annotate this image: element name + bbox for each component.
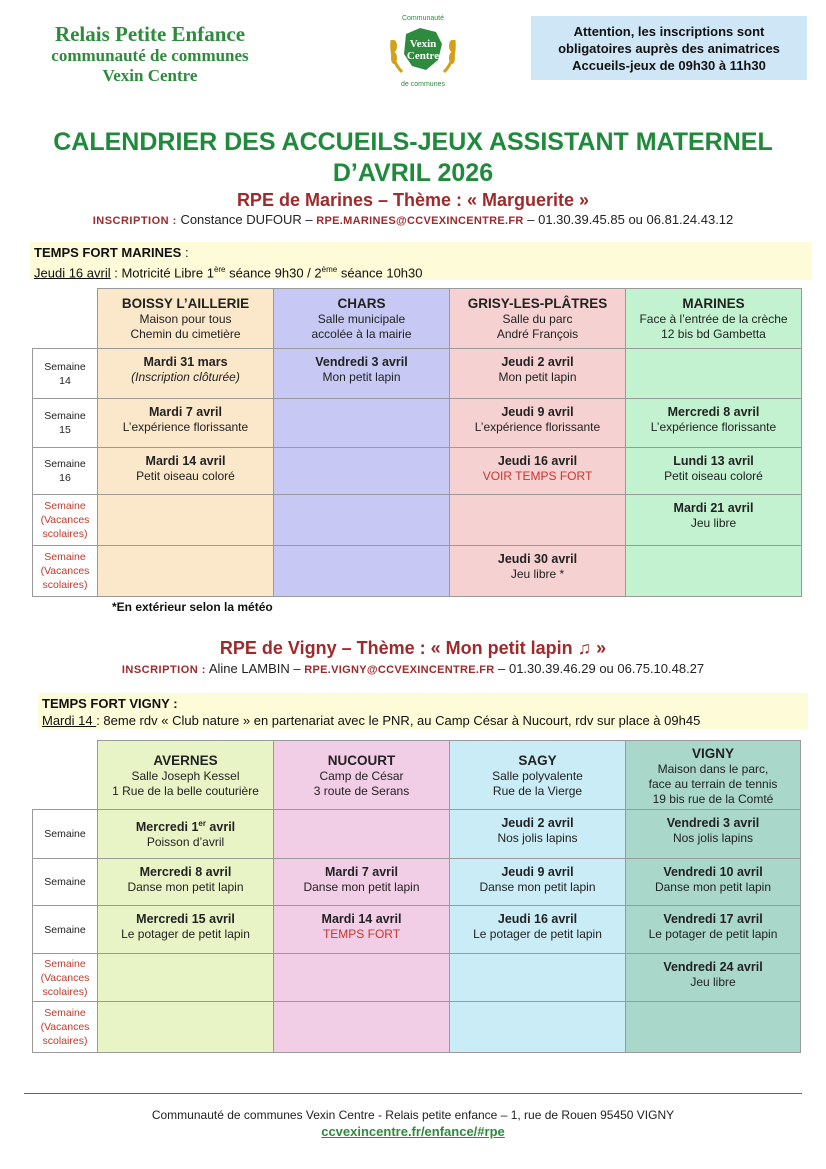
table-row — [33, 810, 801, 859]
calendar-cell — [274, 349, 450, 399]
calendar-cell — [98, 859, 274, 906]
temps-fort-text3: séance 10h30 — [337, 265, 423, 281]
calendar-cell — [274, 906, 450, 954]
cell-date: Jeudi 9 avril — [501, 405, 574, 419]
vexin-centre-logo — [380, 10, 466, 90]
calendar-cell — [626, 859, 801, 906]
week-label — [33, 810, 98, 859]
column-header-marines — [626, 289, 802, 349]
cell-date: Mardi 14 avril — [321, 912, 402, 926]
column-name: GRISY-LES-PLÂTRES — [467, 296, 608, 311]
inscription-name: Constance DUFOUR – — [176, 212, 317, 227]
table-row — [33, 349, 802, 399]
cell-theme: (Inscription clôturée) — [131, 370, 240, 384]
cell-theme: TEMPS FORT — [322, 927, 401, 941]
calendar-cell — [450, 448, 626, 495]
column-sub2: 1 Rue de la belle couturière — [112, 784, 259, 798]
cell-theme: L’expérience florissante — [122, 420, 249, 434]
calendar-cell — [450, 349, 626, 399]
page-title — [0, 127, 826, 189]
title-line2: D’AVRIL 2026 — [332, 159, 494, 187]
cell-date: Vendredi 24 avril — [663, 960, 763, 974]
temps-fort-text1: : Motricité Libre 1 — [110, 265, 214, 281]
calendar-cell — [450, 810, 626, 859]
week-line1: Semaine — [44, 876, 86, 888]
calendar-cell — [98, 349, 274, 399]
column-sub2: 12 bis bd Gambetta — [661, 327, 766, 341]
logo-icon — [380, 10, 466, 90]
cell-date: Jeudi 2 avril — [501, 816, 574, 830]
column-name: AVERNES — [153, 753, 218, 768]
column-sub1: Camp de César — [319, 769, 404, 783]
table-header-row — [33, 289, 802, 349]
cell-theme: Danse mon petit lapin — [303, 880, 420, 894]
calendar-cell — [274, 954, 450, 1002]
week-line1: Semaine — [44, 957, 86, 970]
column-name: SAGY — [518, 753, 557, 768]
calendar-cell — [274, 399, 450, 448]
cell-theme: Le potager de petit lapin — [473, 927, 602, 941]
week-line2: 14 — [59, 374, 71, 387]
cell-theme: Jeu libre — [690, 516, 737, 530]
calendar-cell — [98, 448, 274, 495]
cell-date: Vendredi 3 avril — [666, 816, 760, 830]
week-line2: (Vacances — [40, 565, 90, 577]
table-row — [33, 859, 801, 906]
column-sub2: Chemin du cimetière — [130, 327, 241, 341]
vigny-temps-fort — [38, 693, 808, 729]
calendar-cell — [274, 810, 450, 859]
inscription-label: INSCRIPTION : — [92, 215, 177, 227]
week-line1: Semaine — [44, 360, 86, 373]
cell-date: Jeudi 2 avril — [501, 355, 574, 369]
cell-theme: Nos jolis lapins — [672, 831, 754, 845]
table-row — [33, 546, 802, 597]
calendar-cell — [626, 906, 801, 954]
column-header-nucourt — [274, 741, 450, 810]
week-line1: Semaine — [44, 828, 86, 840]
temps-fort-heading: TEMPS FORT MARINES — [34, 245, 182, 260]
cell-theme: Jeu libre * — [510, 567, 565, 581]
marines-subtitle: RPE de Marines – Thème : « Marguerite » — [236, 190, 590, 210]
organisation-name — [20, 22, 280, 86]
cell-theme: Mon petit lapin — [322, 370, 401, 384]
vigny-inscription — [0, 661, 826, 678]
calendar-cell — [626, 448, 802, 495]
week-label — [33, 859, 98, 906]
cell-date: Jeudi 16 avril — [497, 912, 578, 926]
calendar-cell — [626, 1002, 801, 1053]
temps-fort-sup2: ème — [321, 265, 338, 274]
table-row — [33, 906, 801, 954]
column-sub2: accolée à la mairie — [311, 327, 412, 341]
week-label — [33, 399, 98, 448]
week-line2: (Vacances — [40, 514, 90, 526]
table-row — [33, 495, 802, 546]
cell-date: Jeudi 9 avril — [501, 865, 574, 879]
week-line1: Semaine — [44, 923, 86, 936]
temps-fort-heading: TEMPS FORT VIGNY : — [42, 696, 178, 711]
week-line2: (Vacances — [40, 1021, 90, 1033]
temps-fort-text2: séance 9h30 / 2 — [225, 265, 322, 281]
calendar-cell — [626, 349, 802, 399]
column-sub2: 3 route de Serans — [313, 784, 410, 798]
cell-theme: Petit oiseau coloré — [136, 469, 235, 483]
column-name: VIGNY — [691, 746, 734, 761]
cell-date: Vendredi 3 avril — [315, 355, 408, 369]
column-sub1: Salle Joseph Kessel — [131, 769, 240, 783]
calendar-cell — [626, 954, 801, 1002]
column-name: BOISSY L’AILLERIE — [121, 296, 250, 311]
temps-fort-text: : 8eme rdv « Club nature » en partenariat avec le PNR, au Camp César à Nucourt, rdv sur place à 09h45 — [96, 713, 701, 728]
calendar-cell — [450, 399, 626, 448]
cell-theme: Le potager de petit lapin — [121, 927, 250, 941]
cell-theme: Jeu libre — [690, 975, 736, 989]
inscription-phone: – 01.30.39.45.85 ou 06.81.24.43.12 — [523, 212, 734, 227]
notice-line2: obligatoires auprès des animatrices — [558, 41, 780, 56]
column-header-chars — [274, 289, 450, 349]
week-line1: Semaine — [44, 500, 86, 512]
cell-theme: VOIR TEMPS FORT — [482, 469, 593, 483]
calendar-cell — [450, 1002, 626, 1053]
cell-theme: Mon petit lapin — [498, 370, 577, 384]
week-label — [33, 349, 98, 399]
weather-note: *En extérieur selon la météo — [112, 600, 273, 614]
table-row — [33, 954, 801, 1002]
cell-date: Jeudi 16 avril — [497, 454, 578, 468]
column-sub1: Salle du parc — [502, 312, 573, 326]
column-header-vigny — [626, 741, 801, 810]
column-sub2: face au terrain de tennis — [648, 777, 778, 791]
column-sub2: Rue de la Vierge — [492, 784, 583, 798]
notice-line1: Attention, les inscriptions sont — [573, 24, 765, 39]
column-header-boissy — [98, 289, 274, 349]
week-line3: scolaires) — [42, 1035, 88, 1047]
week-line2: 15 — [59, 424, 71, 436]
week-line3: scolaires) — [42, 985, 88, 998]
week-line2: 16 — [59, 472, 71, 484]
column-name: NUCOURT — [327, 753, 396, 768]
cell-theme: Le potager de petit lapin — [648, 927, 778, 941]
vigny-subtitle: RPE de Vigny – Thème : « Mon petit lapin ♫ » — [219, 638, 607, 658]
cell-theme: Poisson d’avril — [146, 835, 225, 850]
calendar-cell — [626, 810, 801, 859]
registration-notice — [531, 16, 807, 80]
calendar-cell — [450, 495, 626, 546]
column-sub1: Maison dans le parc, — [657, 762, 769, 776]
column-header-avernes — [98, 741, 274, 810]
calendar-cell — [626, 546, 802, 597]
calendar-cell — [274, 546, 450, 597]
cell-date: Vendredi 10 avril — [663, 865, 763, 879]
marines-temps-fort — [30, 242, 812, 280]
week-line1: Semaine — [44, 458, 86, 470]
week-label — [33, 1002, 98, 1053]
week-label — [33, 495, 98, 546]
cell-date: Mardi 7 avril — [325, 865, 398, 879]
cell-date: Mercredi 15 avril — [136, 912, 235, 926]
calendar-cell — [98, 954, 274, 1002]
calendar-cell — [98, 906, 274, 954]
cell-theme: Danse mon petit lapin — [654, 880, 772, 894]
cell-date-sup: er — [198, 819, 206, 828]
calendar-cell — [98, 1002, 274, 1053]
notice-line3: Accueils-jeux de 09h30 à 11h30 — [572, 58, 766, 73]
logo-text-bottom: de communes — [401, 81, 445, 88]
logo-text-vexin: Vexin — [409, 38, 437, 50]
logo-text-top: Communauté — [401, 15, 445, 22]
inscription-name: Aline LAMBIN – — [205, 661, 305, 676]
org-line1: Relais Petite Enfance — [54, 22, 246, 46]
table-header-row — [33, 741, 801, 810]
calendar-cell — [274, 448, 450, 495]
column-header-grisy — [450, 289, 626, 349]
column-sub1: Maison pour tous — [139, 312, 232, 326]
temps-fort-colon: : — [181, 245, 189, 260]
calendar-cell — [626, 495, 802, 546]
week-label — [33, 546, 98, 597]
cell-date: Mardi 21 avril — [673, 501, 754, 515]
calendar-cell — [450, 859, 626, 906]
marines-inscription — [0, 212, 826, 229]
week-line1: Semaine — [44, 551, 86, 563]
cell-date: Mercredi 8 avril — [667, 405, 760, 419]
org-line2: communauté de communes — [51, 46, 249, 65]
calendar-cell — [450, 546, 626, 597]
calendar-cell — [274, 495, 450, 546]
cell-date: Mercredi 8 avril — [139, 865, 232, 879]
column-sub1: Face à l’entrée de la crèche — [639, 312, 788, 326]
calendar-cell — [98, 495, 274, 546]
cell-theme: L’expérience florissante — [650, 420, 777, 434]
calendar-cell — [450, 906, 626, 954]
week-line1: Semaine — [44, 1007, 86, 1019]
column-sub2: André François — [496, 327, 579, 341]
week-line2: (Vacances — [40, 971, 90, 984]
week-label — [33, 954, 98, 1002]
cell-date-month: avril — [205, 820, 236, 835]
temps-fort-sup1: ère — [213, 265, 226, 274]
cell-theme: Petit oiseau coloré — [664, 469, 763, 483]
table-row — [33, 399, 802, 448]
cell-date: Jeudi 30 avril — [497, 552, 578, 566]
column-name: CHARS — [337, 296, 386, 311]
cell-theme: Danse mon petit lapin — [479, 880, 596, 894]
inscription-phone: – 01.30.39.46.29 ou 06.75.10.48.27 — [494, 661, 705, 676]
column-sub1: Salle polyvalente — [492, 769, 583, 783]
calendar-cell — [274, 1002, 450, 1053]
cell-date: Mardi 14 avril — [145, 454, 226, 468]
column-header-sagy — [450, 741, 626, 810]
column-sub1: Salle municipale — [317, 312, 406, 326]
footer-divider — [24, 1093, 802, 1094]
table-corner — [33, 741, 98, 810]
cell-theme: Nos jolis lapins — [497, 831, 578, 845]
column-sub3: 19 bis rue de la Comté — [652, 792, 774, 806]
temps-fort-date: Mardi 14 — [42, 713, 97, 728]
title-line1: CALENDRIER DES ACCUEILS-JEUX ASSISTANT MATERNEL — [53, 128, 773, 156]
inscription-email[interactable]: RPE.VIGNY@CCVEXINCENTRE.FR — [304, 664, 495, 676]
week-label — [33, 448, 98, 495]
cell-date: Lundi 13 avril — [673, 454, 754, 468]
calendar-cell — [98, 546, 274, 597]
calendar-cell — [274, 859, 450, 906]
cell-theme: Danse mon petit lapin — [127, 880, 244, 894]
marines-calendar-table — [32, 288, 802, 597]
inscription-email[interactable]: RPE.MARINES@CCVEXINCENTRE.FR — [316, 215, 524, 227]
inscription-label: INSCRIPTION : — [121, 664, 206, 676]
cell-date: Vendredi 17 avril — [663, 912, 763, 926]
cell-date: Mercredi 1 — [135, 820, 199, 835]
week-line3: scolaires) — [42, 579, 88, 591]
footer-address: Communauté de communes Vexin Centre - Relais petite enfance – 1, rue de Rouen 95450 VIGNY — [151, 1108, 675, 1122]
table-row — [33, 1002, 801, 1053]
calendar-cell — [626, 399, 802, 448]
cell-date: Mardi 31 mars — [143, 355, 228, 369]
logo-text-centre: Centre — [406, 50, 440, 62]
calendar-cell — [98, 399, 274, 448]
column-name: MARINES — [682, 296, 745, 311]
calendar-cell — [98, 810, 274, 859]
week-line1: Semaine — [44, 410, 86, 422]
week-label — [33, 906, 98, 954]
temps-fort-date: Jeudi 16 avril — [34, 265, 111, 281]
footer-link[interactable]: ccvexincentre.fr/enfance/#rpe — [321, 1124, 505, 1139]
vigny-calendar-table — [32, 740, 801, 1053]
calendar-cell — [450, 954, 626, 1002]
week-line3: scolaires) — [42, 528, 88, 540]
table-row — [33, 448, 802, 495]
cell-theme: L’expérience florissante — [474, 420, 601, 434]
org-line3: Vexin Centre — [102, 66, 198, 85]
cell-date: Mardi 7 avril — [149, 405, 222, 419]
table-corner — [33, 289, 98, 349]
